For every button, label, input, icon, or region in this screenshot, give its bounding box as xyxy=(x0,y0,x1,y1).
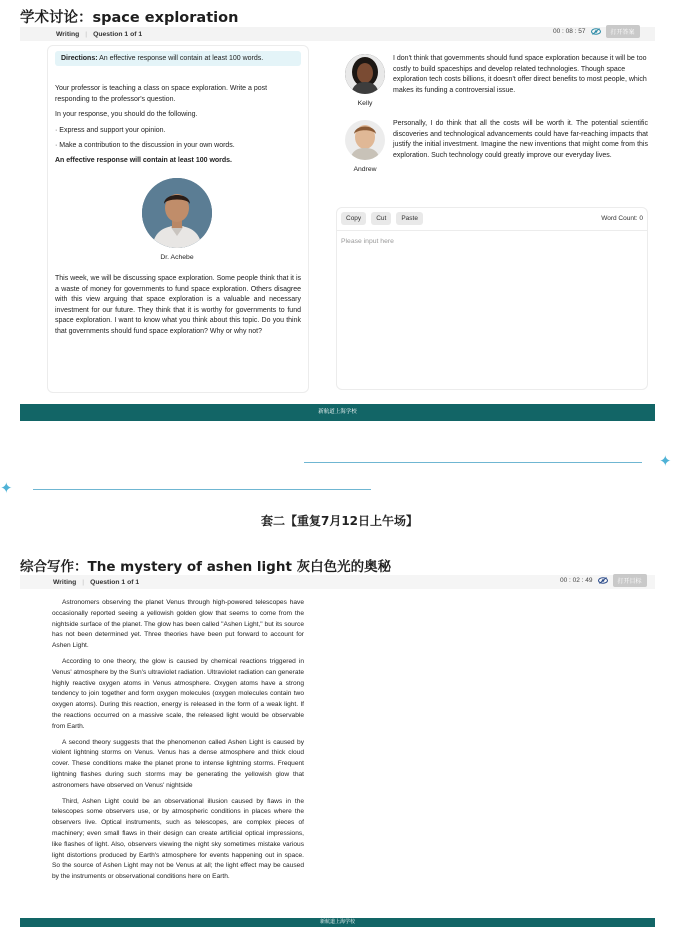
paste-button[interactable]: Paste xyxy=(396,212,423,225)
eye-icon-2[interactable] xyxy=(598,577,608,584)
decor-line-bottom xyxy=(33,489,371,490)
passage-paragraph-2: According to one theory, the glow is caused by chemical reactions triggered in Venus' atmosphere by the Sun's ultraviolet radiation. Ultraviolet radiation can generate highly reactive oxygen atoms in Venus atmosphere. Oxygen atoms have a strong tendency to join together and form oxygen molecules (oxygen molecules contain two oxygen atoms). During this reaction, energy is released in the form of a weak light. If the reactions occurred on a massive scale, the released light would be observable from Earth. xyxy=(52,657,304,730)
editor-divider xyxy=(337,230,647,231)
andrew-portrait-icon xyxy=(345,120,385,160)
editor-toolbar xyxy=(341,212,423,225)
word-count: Word Count: 0 xyxy=(601,215,643,222)
directions-box xyxy=(55,51,301,66)
response-textarea[interactable]: Please input here xyxy=(341,238,394,245)
andrew-avatar xyxy=(345,120,385,160)
section1-title: 学术讨论：space exploration xyxy=(20,10,239,26)
sparkle-icon: ✦ xyxy=(659,453,672,470)
open-target-button[interactable]: 打开目标 xyxy=(613,574,647,587)
sparkle-icon-left: ✦ xyxy=(0,480,13,497)
bullet-contribution: · Make a contribution to the discussion in your own words. xyxy=(55,142,235,149)
requirement-text: An effective response will contain at least 100 words. xyxy=(55,157,233,164)
andrew-post: Personally, I do think that all the costs will be worth it. The potential scientific discoveries and technological advancements could have far-reaching impacts that justify the initial investment. Imagine the new inventions that might come from this exploration. Such technology could greatly improve our everyday lives. xyxy=(393,120,648,159)
tab-writing-2[interactable]: Writing xyxy=(53,578,77,586)
instruction-text: In your response, you should do the following. xyxy=(55,111,198,118)
section1-footer: 新航道上海学校 xyxy=(20,404,655,421)
decor-line-top xyxy=(304,462,642,463)
intro-text: Your professor is teaching a class on space exploration. Write a post responding to the professor's question. xyxy=(55,85,268,103)
copy-button[interactable]: Copy xyxy=(341,212,366,225)
set-heading: 套二【重复7月12日上午场】 xyxy=(260,514,419,528)
open-answer-button[interactable]: 打开答案 xyxy=(606,25,640,38)
passage-paragraph-1: Astronomers observing the planet Venus through high-powered telescopes have occasionally reported seeing a yellowish golden glow that seems to come from the nightside surface of the planet. The glow has been called "Ashen Light," but its source has not been determined yet. Three theories have been put forward to account for Ashen Light. xyxy=(52,599,304,650)
passage-paragraph-3: A second theory suggests that the phenomenon called Ashen Light is caused by violent lightning storms on Venus. Venus has a dense atmosphere and thick cloud cover. These conditions make the planet prone to intense lightning storms. Frequent lightning flashes during such storms may be generating the yellowish glow that astronomers have observed on Venus' nightside xyxy=(52,738,304,789)
tab-question[interactable]: Question 1 of 1 xyxy=(93,30,143,38)
bullet-opinion: · Express and support your opinion. xyxy=(55,127,166,134)
kelly-post: I don't think that governments should fund space exploration because it will be too costly to build spaceships and develop related technologies. Though space exploration tech costs billions, it doesn't offer direct benefits to most people, which makes its funding a controversial issue. xyxy=(393,55,647,94)
cut-button[interactable]: Cut xyxy=(371,212,391,225)
tab-question-2[interactable]: Question 1 of 1 xyxy=(90,578,140,586)
section2-timer-box xyxy=(560,574,647,587)
eye-icon[interactable] xyxy=(591,28,601,35)
kelly-avatar xyxy=(345,54,385,94)
section1-timer-box xyxy=(553,25,640,38)
directions-text: An effective response will contain at least 100 words. xyxy=(99,55,264,62)
tab-writing[interactable]: Writing xyxy=(56,30,80,38)
directions-label: Directions: xyxy=(61,55,98,62)
timer: 00 : 08 : 57 xyxy=(553,28,586,35)
section2-footer: 新航道上海学校 xyxy=(20,918,655,927)
professor-question: This week, we will be discussing space exploration. Some people think that it is a waste of money for governments to fund space exploration. Others disagree with this view arguing that space exploration is a valuable and necessary investment for our future. They think that it is worthy for governments to fund space exploration. I want to know what you think about this topic. Do you think that governments should fund space exploration? Why or why not? xyxy=(55,275,301,335)
kelly-portrait-icon xyxy=(345,54,385,94)
kelly-name: Kelly xyxy=(357,100,373,107)
passage-paragraph-4: Third, Ashen Light could be an observational illusion caused by flaws in the telescopes some observers use, or by atmospheric conditions in places where the observers live. Optical instruments, such as telescopes, are complex pieces of machinery; even small flaws in their design can create artificial optical impressions, like flashes of light. Also, observers viewing the night sky sometimes mistake various light distortions produced by Earth's atmosphere for events happening out in space. So the source of Ashen Light may not be Venus at all; the light effect may be caused by the instruments or observational conditions here on Earth. xyxy=(52,797,304,881)
section2-title: 综合写作：The mystery of ashen light 灰白色光的奥秘 xyxy=(20,559,392,575)
professor-name: Dr. Achebe xyxy=(160,254,194,261)
tab-separator-2: | xyxy=(82,578,85,586)
reading-passage xyxy=(52,598,304,888)
professor-avatar xyxy=(142,178,212,248)
response-editor xyxy=(336,207,648,390)
andrew-name: Andrew xyxy=(353,166,377,173)
tab-separator: | xyxy=(85,30,88,38)
timer-2: 00 : 02 : 49 xyxy=(560,577,593,584)
professor-portrait-icon xyxy=(142,178,212,248)
